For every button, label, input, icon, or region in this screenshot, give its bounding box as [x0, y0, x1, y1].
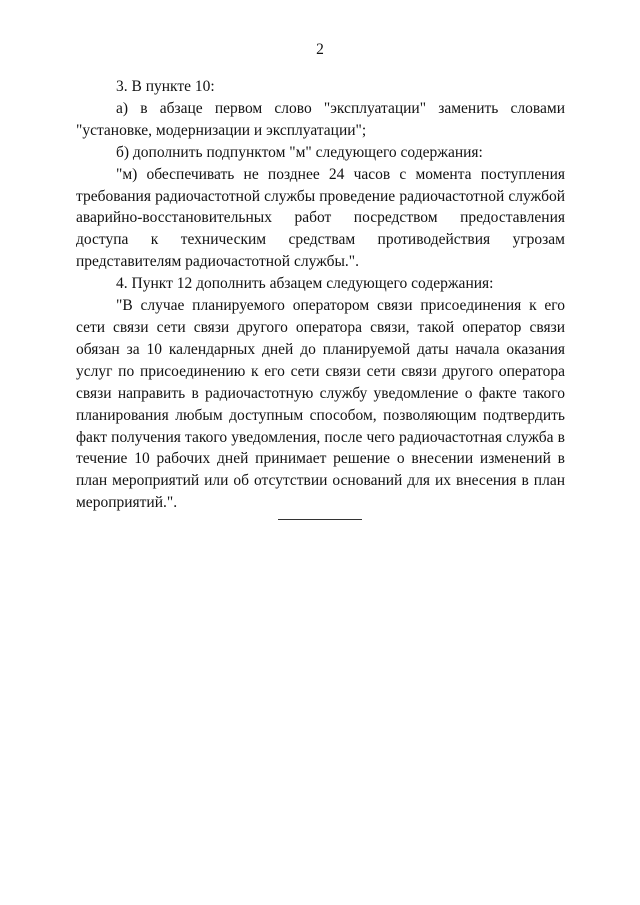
- paragraph-item-3: 3. В пункте 10:: [116, 78, 215, 95]
- paragraph-subitem-b: б) дополнить подпунктом "м" следующего содержания:: [116, 143, 483, 161]
- paragraph-item-12-text: "В случае планируемого оператором связи присоединения к его сети связи сети связи другого оператора связи, такой оператор связи обязан за 10 календарных дней до планируемой даты начала оказания услуг по присоединению к его сети связи сети связи другого оператора связи направить в радиочастотную службу уведомление о факте такого планирования любым доступным способом, позволяющим подтвердить факт получения такого уведомления, после чего радиочастотная служба в течение 10 рабочих дней принимает решение о внесении изменений в план мероприятий или об отсутствии оснований для их внесения в план мероприятий.".: [76, 297, 565, 512]
- document-body: [76, 76, 565, 514]
- paragraph-item-4: 4. Пункт 12 дополнить абзацем следующего содержания:: [116, 275, 494, 293]
- page-number: 2: [316, 41, 324, 58]
- paragraph-subitem-a: а) в абзаце первом слово "эксплуатации" заменить словами "установке, модернизации и эксплуатации";: [76, 99, 565, 139]
- closing-divider: [278, 519, 362, 520]
- paragraph-subitem-m-text: "м) обеспечивать не позднее 24 часов с момента поступления требования радиочастотной службы проведение радиочастотной службой аварийно-восстановительных работ посредством предоставления доступа к техническим средствам противодействия угрозам представителям радиочастотной службы.".: [76, 165, 565, 271]
